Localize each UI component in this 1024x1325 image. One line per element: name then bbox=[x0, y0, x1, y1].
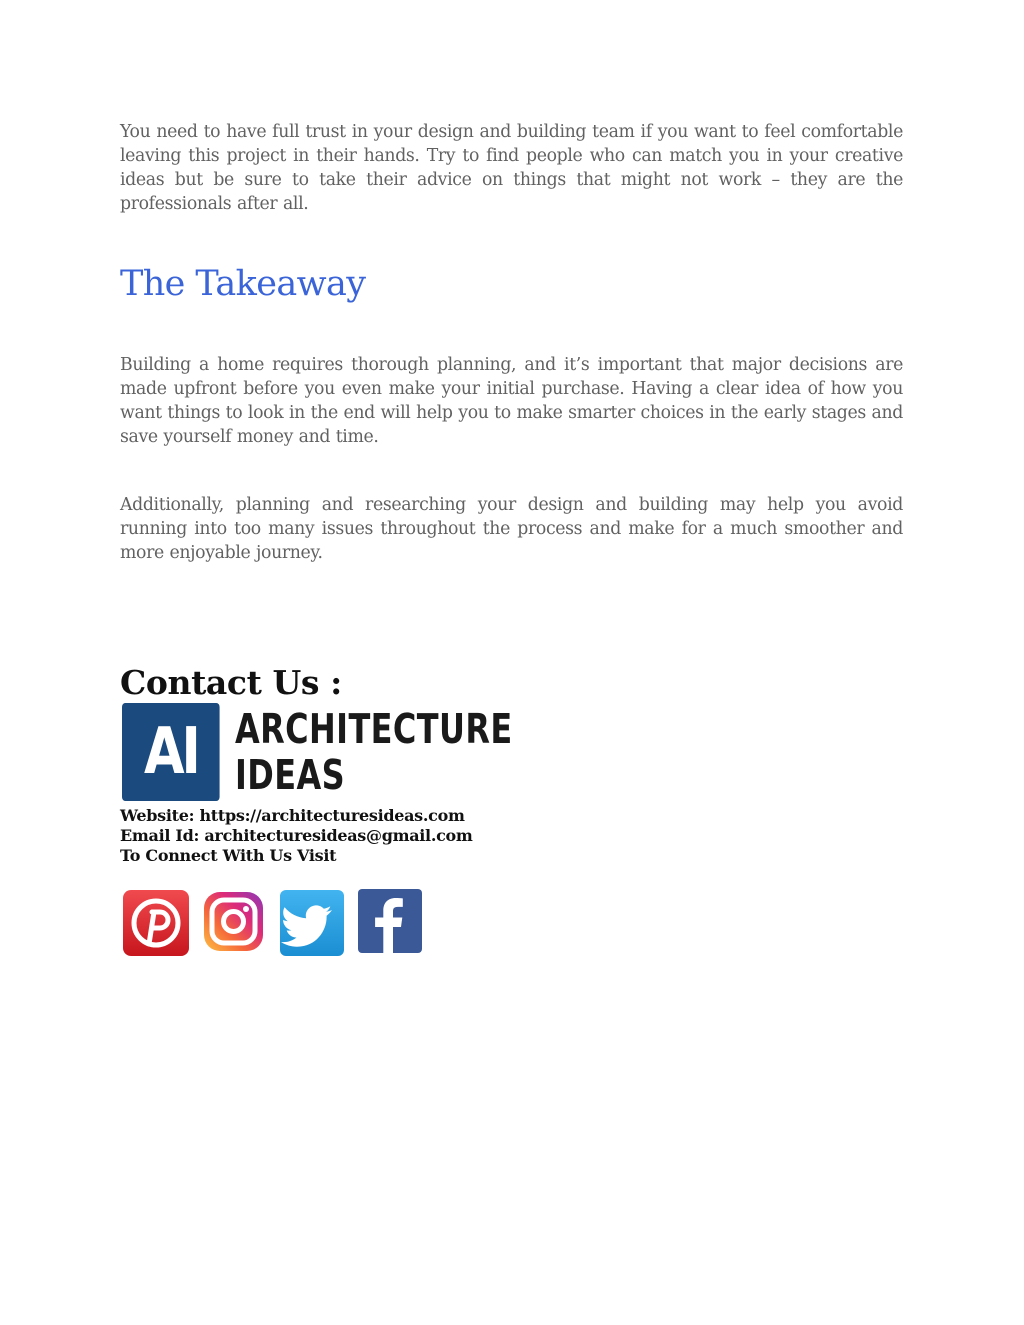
logo-text-line2: IDEAS bbox=[235, 751, 346, 799]
email-link[interactable]: Email Id: architecturesideas@gmail.com bbox=[120, 826, 473, 845]
architecture-ideas-logo bbox=[122, 703, 513, 803]
connect-label: To Connect With Us Visit bbox=[120, 846, 337, 865]
heading-takeaway: The Takeaway bbox=[120, 264, 366, 304]
twitter-icon[interactable] bbox=[280, 890, 344, 956]
instagram-icon[interactable] bbox=[203, 887, 264, 955]
logo-text-line1: ARCHITECTURE bbox=[235, 705, 513, 753]
facebook-icon[interactable] bbox=[358, 889, 422, 953]
logo-mark: AI bbox=[122, 703, 220, 801]
website-link[interactable]: Website: https://architecturesideas.com bbox=[120, 806, 465, 825]
paragraph-planning: Building a home requires thorough planning, and it’s important that major decisions are made upfront before you even make your initial purchase. Having a clear idea of how you want things to look in the end will help you to make smarter choices in the early stages and save yourself money and time. bbox=[120, 355, 903, 447]
pinterest-icon[interactable] bbox=[123, 890, 189, 956]
paragraph-research: Additionally, planning and researching your design and building may help you avoid running into too many issues throughout the process and make for a much smoother and more enjoyable journey. bbox=[120, 495, 903, 563]
heading-contact-us: Contact Us : bbox=[120, 663, 342, 702]
paragraph-trust-team: You need to have full trust in your design and building team if you want to feel comfortable leaving this project in their hands. Try to find people who can match you in your creative ideas but be sure to take their advice on things that might not work – they are the professionals after all. bbox=[120, 122, 903, 214]
